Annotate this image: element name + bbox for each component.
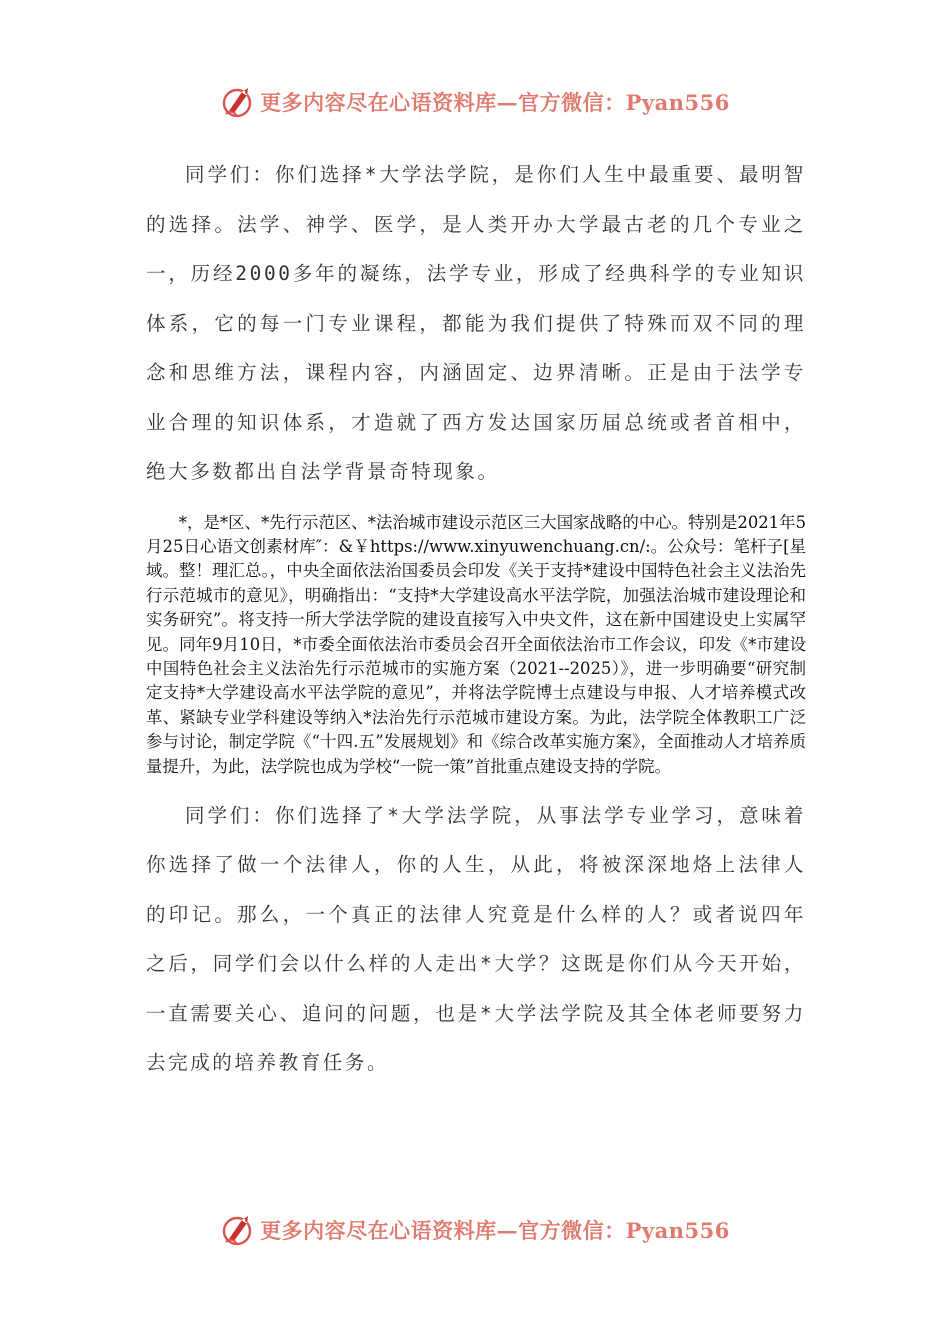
footer-banner — [0, 1210, 950, 1250]
header-banner — [0, 82, 950, 122]
pen-nib-logo-icon — [220, 1212, 256, 1248]
paragraph-2: *，是*区、*先行示范区、*法治城市建设示范区三大国家战略的中心。特别是2021年5月25日心语文创素材库″：&￥https://www.xinyuwenchuang.cn/:。公众号：笔杆子[星域。整！理汇总。，中央全面依法治国委员会印发《关于支持*建设中国特色社会主义法治先行示范城市的意见》，明确指出：“支持*大学建设高水平法学院，加强法治城市建设理论和实务研究”。将支持一所大学法学院的建设直接写入中央文件，这在新中国建设史上实属罕见。同年9月10日，*市委全面依法治市委员会召开全面依法治市工作会议，印发《*市建设中国特色社会主义法治先行示范城市的实施方案（2021--2025）》，进一步明确要“研究制定支持*大学建设高水平法学院的意见”，并将法学院博士点建设与申报、人才培养模式改革、紧缺专业学科建设等纳入*法治先行示范城市建设方案。为此，法学院全体教职工广泛参与讨论，制定学院《“十四.五”发展规划》和《综合改革实施方案》，全面推动人才培养质量提升，为此，法学院也成为学校“一院一策”首批重点建设支持的学院。 — [146, 512, 806, 776]
footer-banner-text: 更多内容尽在心语资料库—官方微信：Pyan556 — [260, 1218, 730, 1243]
pen-nib-logo-icon — [220, 84, 256, 120]
document-body — [146, 150, 806, 1088]
paragraph-3: 同学们：你们选择了*大学法学院，从事法学专业学习，意味着你选择了做一个法律人，你的人生，从此，将被深深地烙上法律人的印记。那么，一个真正的法律人究竟是什么样的人？或者说四年之后，同学们会以什么样的人走出*大学？这既是你们从今天开始，一直需要关心、追问的问题，也是*大学法学院及其全体老师要努力去完成的培养教育任务。 — [146, 803, 806, 1075]
header-banner-text: 更多内容尽在心语资料库—官方微信：Pyan556 — [260, 90, 730, 115]
paragraph-1: 同学们：你们选择*大学法学院，是你们人生中最重要、最明智的选择。法学、神学、医学，是人类开办大学最古老的几个专业之一，历经2000多年的凝练，法学专业，形成了经典科学的专业知识体系，它的每一门专业课程，都能为我们提供了特殊而双不同的理念和思维方法，课程内容，内涵固定、边界清晰。正是由于法学专业合理的知识体系，才造就了西方发达国家历届总统或者首相中，绝大多数都出自法学背景奇特现象。 — [146, 163, 806, 483]
